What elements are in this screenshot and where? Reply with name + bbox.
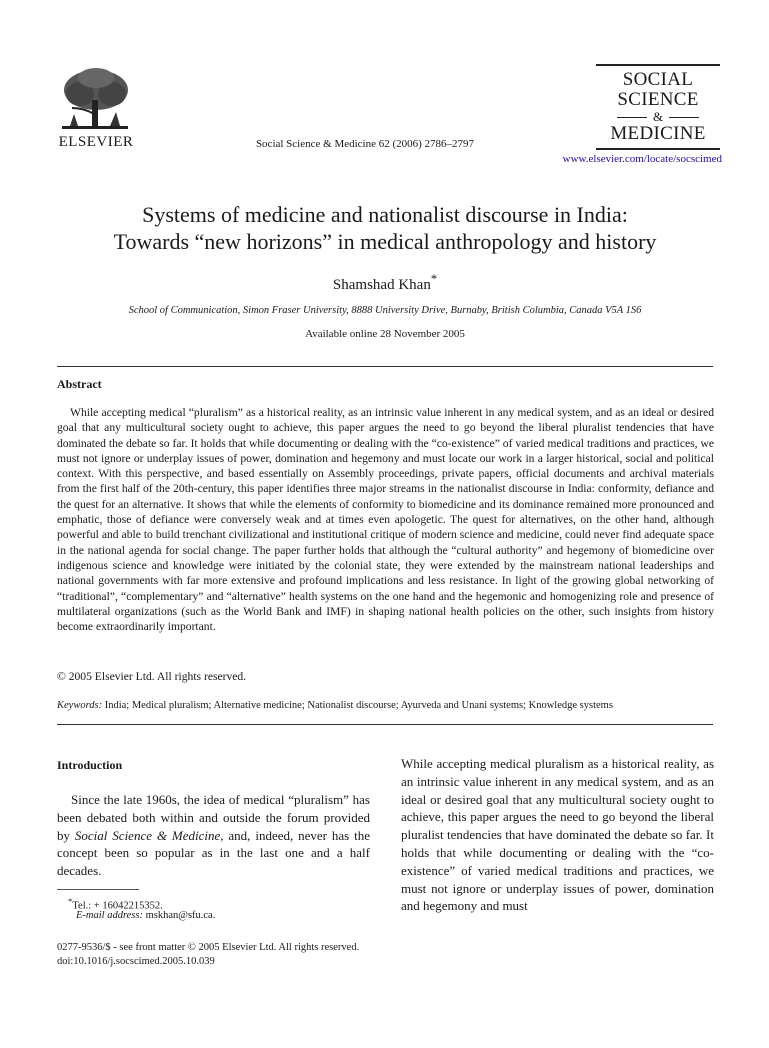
footnote-email <box>76 910 215 921</box>
author-affiliation: School of Communication, Simon Fraser University, 8888 University Drive, Burnaby, British Columbia, Canada V5A 1S6 <box>128 305 642 316</box>
journal-logo-amp: & <box>652 109 664 124</box>
logo-rule-right <box>669 117 699 118</box>
keywords-line <box>57 700 737 711</box>
abstract-copyright: © 2005 Elsevier Ltd. All rights reserved. <box>57 670 247 683</box>
author-line <box>40 272 730 294</box>
issn-line: 0277-9536/$ - see front matter © 2005 Elsevier Ltd. All rights reserved. <box>57 942 360 953</box>
email-label: E-mail address: <box>76 910 143 921</box>
keywords-label: Keywords: <box>57 700 103 711</box>
intro-journal-name: Social Science & Medicine <box>74 827 221 843</box>
author-name: Shamshad Khan <box>332 277 431 293</box>
introduction-heading: Introduction <box>57 758 123 772</box>
journal-logo-amp-row <box>596 110 720 124</box>
journal-url-link[interactable]: www.elsevier.com/locate/socscimed <box>562 153 722 165</box>
introduction-left-column <box>57 791 370 880</box>
title-line-1: Systems of medicine and nationalist discourse in India: <box>142 202 628 227</box>
abstract-body: While accepting medical “pluralism” as a historical reality, as an intrinsic value inherent in any medical system, and as an ideal or desired goal that any multicultural society ought to achieve, this paper argues the need to go beyond the liberal pluralist tendencies that have dominated the debate so far. It holds that while documenting or dealing with the “co-existence” of varied medical traditions and practices, we must not ignore or underplay issues of power, domination and hegemony and must locate our work in a larger historical, social and political context. With this perspective, and based essentially on Assembly proceedings, private papers, official documents and archival materials from the first half of the 20th-century, this paper identifies three major streams in the nationalist discourse in India: conformity, defiance and the quest for an alternative. It shows that while the elements of conformity to biomedicine and its dominance remained more pronounced and emphatic, those of defiance were conversely weak and at times even apologetic. The quest for alternatives, on the other hand, although powerful and able to build trenchant civilizational and institutional critique of modern science and medicine, could never find adequate space in the national agenda for social change. The paper further holds that although the “cultural authority” and hegemony of biomedicine over indigenous science and knowledge were initiated by the colonial state, they were extended by the mainstream national leaderships and national governments with far more extensive and profound implications and less resistance. In light of the growing global networking of “traditional”, “complementary” and “alternative” health systems on the one hand and the hegemonic and homogenizing role and presence of multilateral organizations (such as the World Bank and IMF) in shaping national health policies on the other, such insights from history become extraordinarily important. <box>57 406 714 634</box>
abstract-heading: Abstract <box>57 377 102 391</box>
intro-text-b: , and, indeed, never has the concept been so popular as in the last one and a half decades. <box>57 827 370 879</box>
intro-text-a: Since the late 1960s, the idea of medical “pluralism” has been debated both within and outside the forum provided by <box>57 792 370 843</box>
email-address[interactable]: mskhan@sfu.ca. <box>145 910 216 921</box>
divider-bottom <box>57 724 713 725</box>
title-line-2: Towards “new horizons” in medical anthropology and history <box>113 229 657 254</box>
footnote-tel-text: Tel.: + 16042215352. <box>72 900 163 912</box>
journal-reference: Social Science & Medicine 62 (2006) 2786–2797 <box>255 138 475 150</box>
footnote-mark: * <box>68 896 73 906</box>
doi-line[interactable]: doi:10.1016/j.socscimed.2005.10.039 <box>57 956 215 967</box>
footnote-rule <box>57 889 139 890</box>
journal-logo-line1: SOCIAL <box>622 69 694 90</box>
available-online-date: Available online 28 November 2005 <box>305 328 465 340</box>
author-footnote-mark[interactable]: * <box>430 272 438 286</box>
journal-logo <box>596 64 720 150</box>
publisher-logo-text: ELSEVIER <box>58 134 134 150</box>
introduction-right-column: While accepting medical pluralism as a historical reality, as an intrinsic value inherent in any medical system, and as an ideal or desired goal that any multicultural society ought to achieve, this paper argues the need to go beyond the liberal pluralist tendencies that have dominated the debate so far. It holds that while documenting or dealing with the “co-existence” of varied medical traditions and practices, we must not ignore or underplay issues of power, domination and hegemony and must <box>401 756 714 914</box>
keywords-list: India; Medical pluralism; Alternative medicine; Nationalist discourse; Ayurveda and Unani systems; Knowledge systems <box>104 700 613 711</box>
divider-top <box>57 366 713 367</box>
journal-logo-line2: SCIENCE <box>617 89 699 110</box>
logo-rule-left <box>617 117 647 118</box>
article-title <box>40 201 730 255</box>
journal-logo-line3: MEDICINE <box>610 123 706 144</box>
